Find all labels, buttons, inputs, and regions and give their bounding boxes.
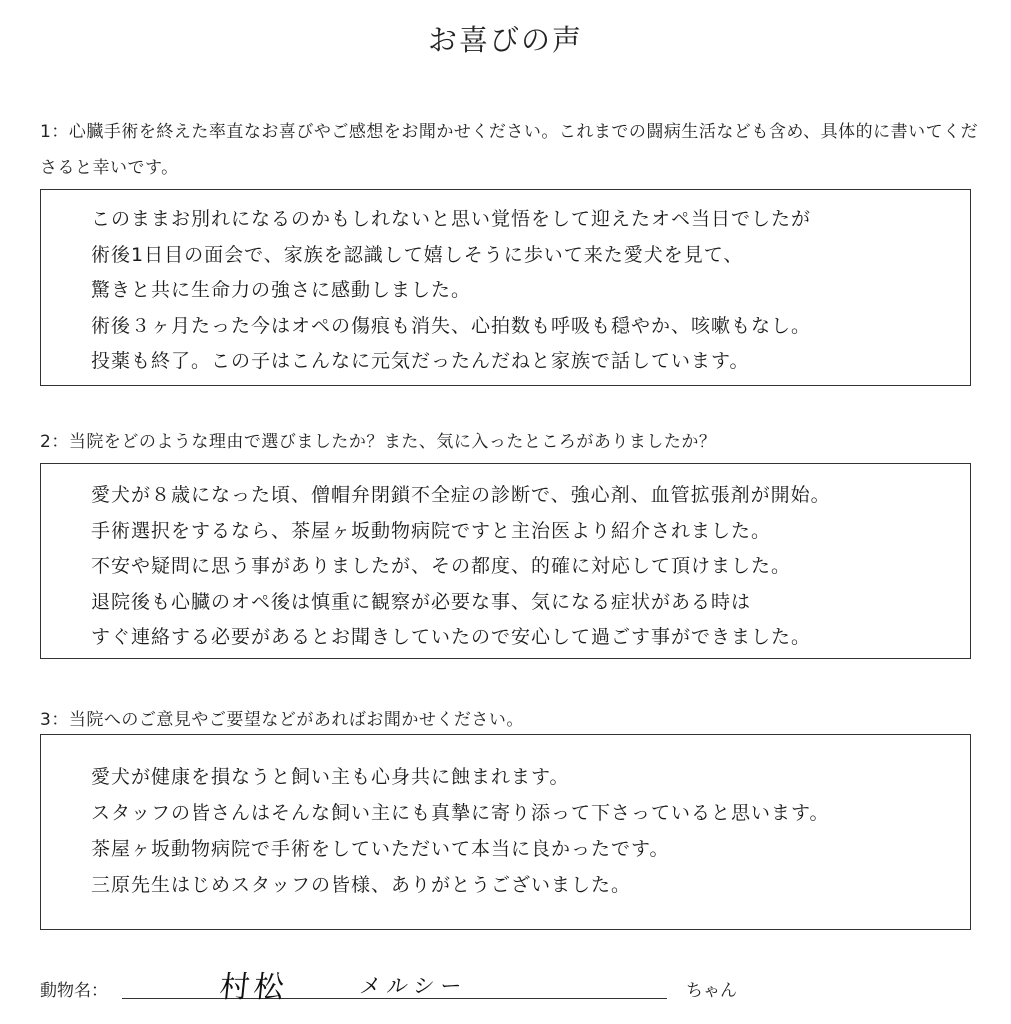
answer-line: 茶屋ヶ坂動物病院で手術をしていただいて本当に良かったです。 <box>91 838 670 860</box>
answer-line: 愛犬が健康を損なうと飼い主も心身共に蝕まれます。 <box>91 766 570 788</box>
answer-line: 退院後も心臓のオペ後は慎重に観察が必要な事、気になる症状がある時は <box>91 590 752 613</box>
answer-box-3 <box>40 734 971 930</box>
answer-line: 手術選択をするなら、茶屋ヶ坂動物病院ですと主治医より紹介されました。 <box>91 519 772 542</box>
answer-lines-3 <box>91 759 960 903</box>
answer-line: 驚きと共に生命力の強さに感動しました。 <box>91 279 472 301</box>
answer-line: 術後1日目の面会で、家族を認識して嬉しそうに歩いて来た愛犬を見て、 <box>91 243 744 266</box>
answer-line: このままお別れになるのかもしれないと思い覚悟をして迎えたオペ当日でしたが <box>91 208 812 230</box>
pet-name-handwritten: メルシー <box>358 974 470 998</box>
pet-owner-surname-handwritten: 村松 <box>217 970 290 1005</box>
pet-name-suffix: ちゃん <box>686 981 737 1001</box>
answer-line: 三原先生はじめスタッフの皆様、ありがとうございました。 <box>91 874 632 896</box>
answer-lines-1 <box>91 202 960 380</box>
answer-box-1 <box>40 189 971 386</box>
question-1: 1：心臓手術を終えた率直なお喜びやご感想をお聞かせください。これまでの闘病生活なども含め、具体的に書いてくださると幸いです。 <box>40 122 979 178</box>
answer-lines-2 <box>91 478 960 656</box>
answer-line: 不安や疑問に思う事がありましたが、その都度、的確に対応して頂けました。 <box>91 555 792 577</box>
pet-name-label: 動物名： <box>40 981 108 1001</box>
answer-box-2 <box>40 463 971 659</box>
question-3: 3：当院へのご意見やご要望などがあればお聞かせください。 <box>40 710 524 730</box>
page-title: お喜びの声 <box>427 23 583 57</box>
question-2: 2：当院をどのような理由で選びましたか？また、気に入ったところがありましたか？ <box>40 432 717 452</box>
answer-line: 投薬も終了。この子はこんなに元気だったんだねと家族で話しています。 <box>91 350 750 372</box>
answer-line: すぐ連絡する必要があるとお聞きしていたので安心して過ごす事ができました。 <box>91 626 812 648</box>
answer-line: 愛犬が８歳になった頃、僧帽弁閉鎖不全症の診断で、強心剤、血管拡張剤が開始。 <box>91 484 831 506</box>
answer-line: スタッフの皆さんはそんな飼い主にも真摯に寄り添って下さっていると思います。 <box>91 802 830 824</box>
answer-line: 術後３ヶ月たった今はオペの傷痕も消失、心拍数も呼吸も穏やか、咳嗽もなし。 <box>91 314 812 337</box>
pet-name-row <box>40 962 980 1012</box>
